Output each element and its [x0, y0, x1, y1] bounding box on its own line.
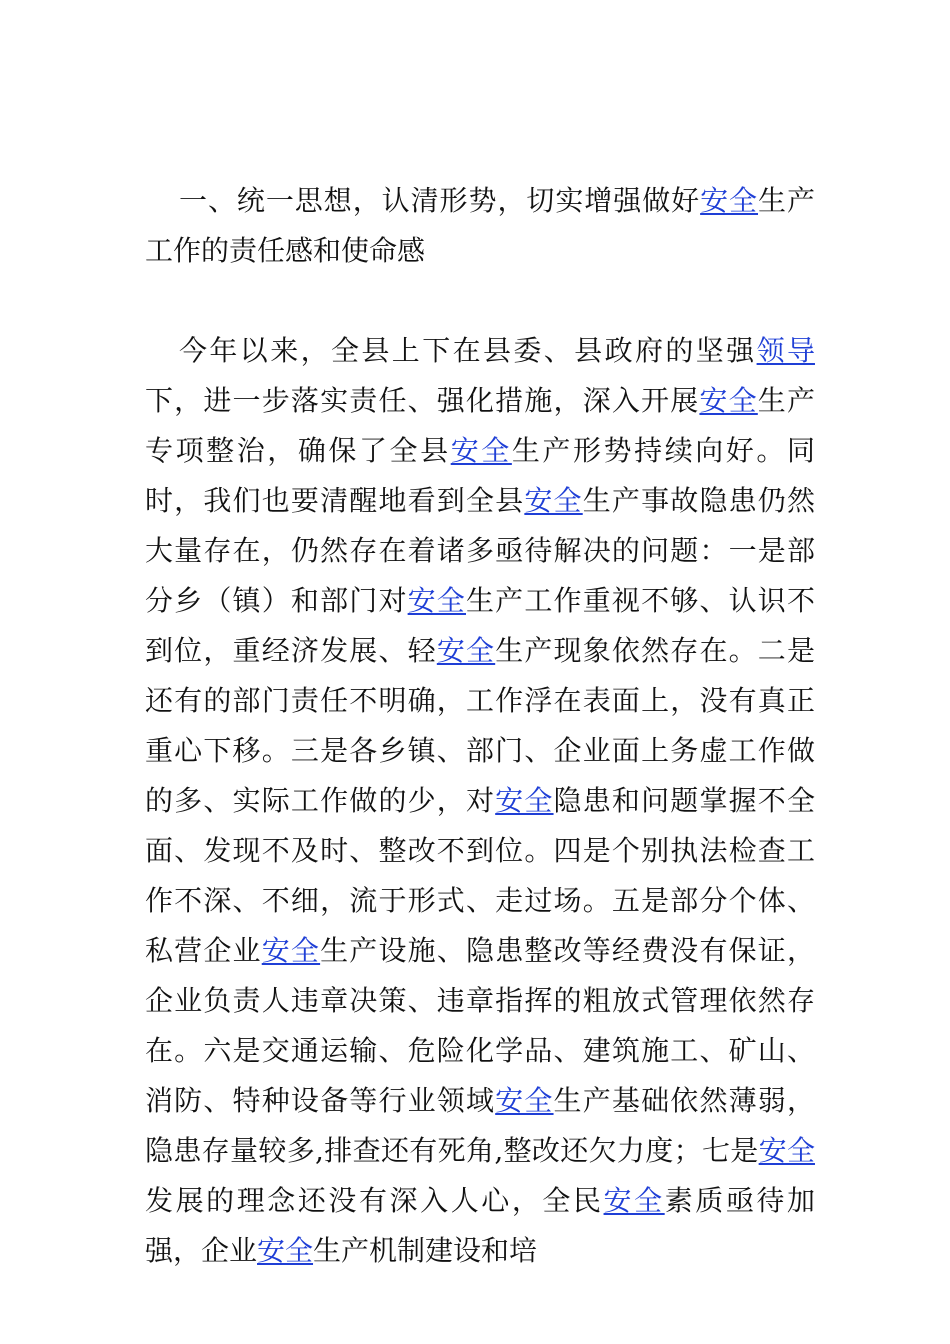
keyword-link[interactable]: 安全 — [407, 584, 466, 617]
keyword-link[interactable]: 安全 — [700, 184, 759, 217]
text-run: 生产专项整治，确保了全县 — [145, 384, 815, 467]
keyword-link[interactable]: 安全 — [261, 934, 321, 967]
text-run: 生产基础依然薄弱，隐患存量较多,排查还有死角,整改还欠力度；七是 — [145, 1084, 815, 1167]
text-run: 生产工作重视不够、认识不到位，重经济发展、轻 — [145, 584, 815, 667]
text-run: 生产事故隐患仍然大量存在，仍然存在着诸多亟待解决的问题：一是部分乡（镇）和部门对 — [145, 484, 815, 617]
document-page — [145, 176, 815, 1276]
keyword-link[interactable]: 领导 — [756, 334, 815, 367]
keyword-link[interactable]: 安全 — [495, 1084, 554, 1117]
text-run: 今年以来，全县上下在县委、县政府的坚强 — [179, 334, 757, 367]
text-run: 发展的理念还没有深入人心，全民 — [145, 1184, 604, 1217]
keyword-link[interactable]: 安全 — [450, 434, 512, 467]
text-run: 素质亟待加强，企业 — [145, 1184, 815, 1267]
body-paragraph — [145, 326, 815, 1276]
text-run: 生产设施、隐患整改等经费没有保证，企业负责人违章决策、违章指挥的粗放式管理依然存在。六是交通运输、危险化学品、建筑施工、矿山、消防、特种设备等行业领域 — [145, 934, 815, 1117]
text-run: 生产现象依然存在。二是还有的部门责任不明确，工作浮在表面上，没有真正重心下移。三是各乡镇、部门、企业面上务虚工作做的多、实际工作做的少，对 — [145, 634, 815, 817]
section-heading — [145, 176, 815, 276]
keyword-link[interactable]: 安全 — [603, 1184, 665, 1217]
text-run: 生产形势持续向好。同时，我们也要清醒地看到全县 — [145, 434, 815, 517]
keyword-link[interactable]: 安全 — [758, 1134, 815, 1167]
keyword-link[interactable]: 安全 — [257, 1234, 314, 1267]
text-run: 下，进一步落实责任、强化措施，深入开展 — [145, 384, 700, 417]
text-run: 一、统一思想，认清形势，切实增强做好 — [179, 184, 701, 217]
text-run: 隐患和问题掌握不全面、发现不及时、整改不到位。四是个别执法检查工作不深、不细，流于形式、走过场。五是部分个体、私营企业 — [145, 784, 815, 967]
text-run: 生产工作的责任感和使命感 — [145, 184, 815, 267]
keyword-link[interactable]: 安全 — [524, 484, 583, 517]
keyword-link[interactable]: 安全 — [436, 634, 496, 667]
keyword-link[interactable]: 安全 — [495, 784, 554, 817]
keyword-link[interactable]: 安全 — [699, 384, 758, 417]
text-run: 生产机制建设和培 — [313, 1234, 538, 1267]
